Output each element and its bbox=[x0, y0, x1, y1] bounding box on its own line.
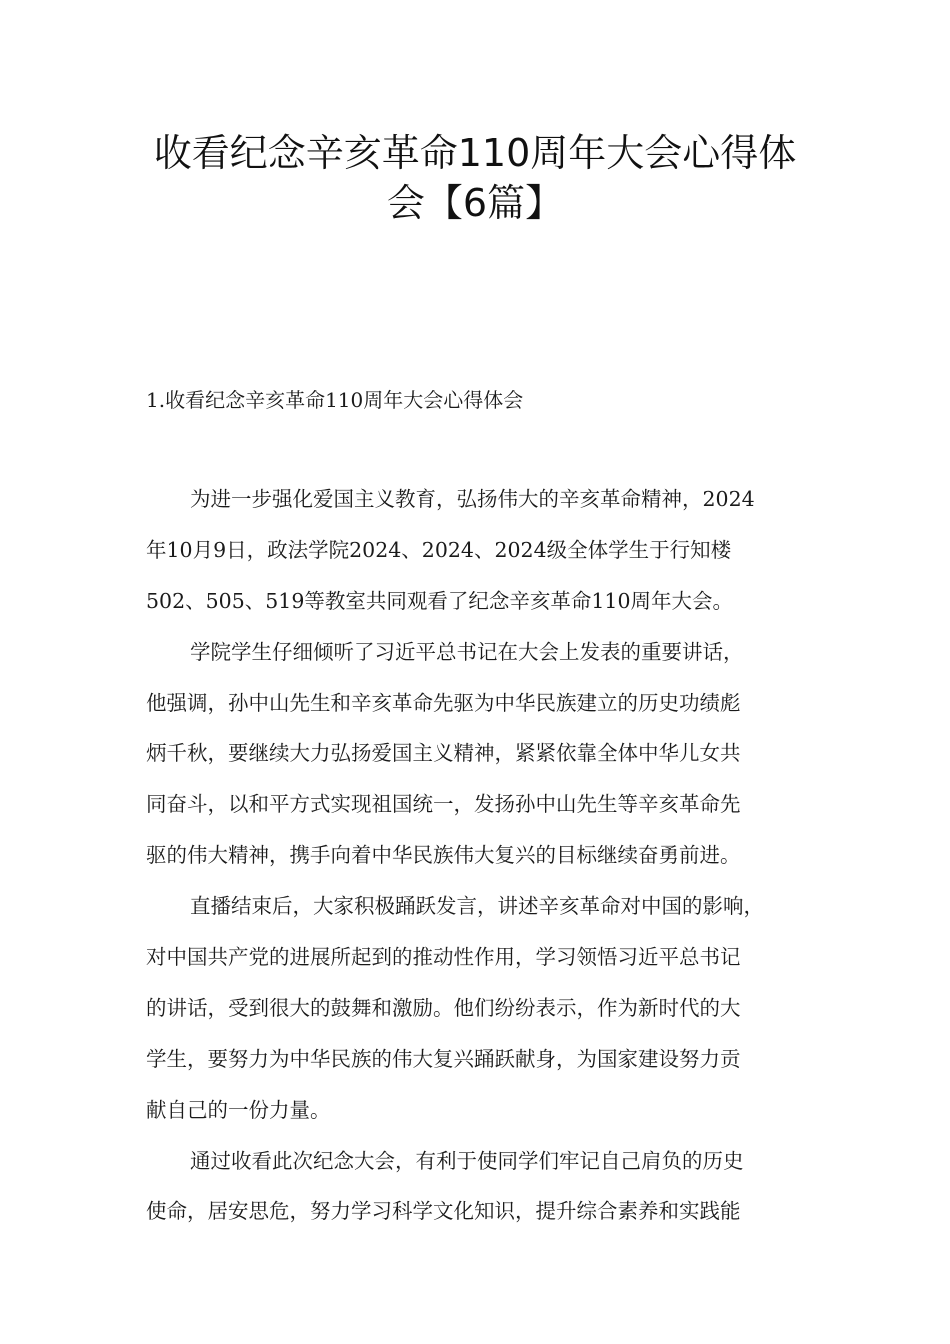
document-title bbox=[130, 128, 820, 228]
paragraph-line: 直播结束后，大家积极踊跃发言，讲述辛亥革命对中国的影响， bbox=[190, 894, 764, 919]
document-title-line-1: 收看纪念辛亥革命110周年大会心得体 bbox=[153, 131, 797, 175]
paragraph-line: 他强调，孙中山先生和辛亥革命先驱为中华民族建立的历史功绩彪 bbox=[146, 690, 741, 715]
paragraph-2 bbox=[146, 636, 806, 890]
document-title-line-2: 会【6篇】 bbox=[386, 181, 564, 225]
paragraph-line: 学生，要努力为中华民族的伟大复兴踊跃献身，为国家建设努力贡 bbox=[146, 1046, 741, 1071]
paragraph-line: 的讲话，受到很大的鼓舞和激励。他们纷纷表示，作为新时代的大 bbox=[146, 995, 741, 1020]
paragraph-4 bbox=[146, 1145, 806, 1247]
paragraph-line: 通过收看此次纪念大会，有利于使同学们牢记自己肩负的历史 bbox=[190, 1148, 744, 1173]
document-body bbox=[146, 483, 806, 1246]
section-heading: 1.收看纪念辛亥革命110周年大会心得体会 bbox=[146, 388, 524, 412]
paragraph-line: 同奋斗，以和平方式实现祖国统一，发扬孙中山先生等辛亥革命先 bbox=[146, 792, 741, 817]
paragraph-1 bbox=[146, 483, 806, 636]
paragraph-line: 502、505、519等教室共同观看了纪念辛亥革命110周年大会。 bbox=[146, 588, 734, 613]
paragraph-line: 使命，居安思危，努力学习科学文化知识，提升综合素养和实践能 bbox=[146, 1199, 741, 1224]
paragraph-line: 驱的伟大精神，携手向着中华民族伟大复兴的目标继续奋勇前进。 bbox=[146, 843, 741, 868]
paragraph-3 bbox=[146, 890, 806, 1144]
paragraph-line: 年10月9日，政法学院2024、2024、2024级全体学生于行知楼 bbox=[146, 537, 732, 562]
paragraph-line: 献自己的一份力量。 bbox=[146, 1097, 331, 1122]
paragraph-line: 学院学生仔细倾听了习近平总书记在大会上发表的重要讲话， bbox=[190, 639, 744, 664]
paragraph-line: 为进一步强化爱国主义教育，弘扬伟大的辛亥革命精神，2024 bbox=[190, 487, 755, 511]
paragraph-line: 对中国共产党的进展所起到的推动性作用，学习领悟习近平总书记 bbox=[146, 945, 741, 970]
paragraph-line: 炳千秋，要继续大力弘扬爱国主义精神，紧紧依靠全体中华儿女共 bbox=[146, 741, 741, 766]
